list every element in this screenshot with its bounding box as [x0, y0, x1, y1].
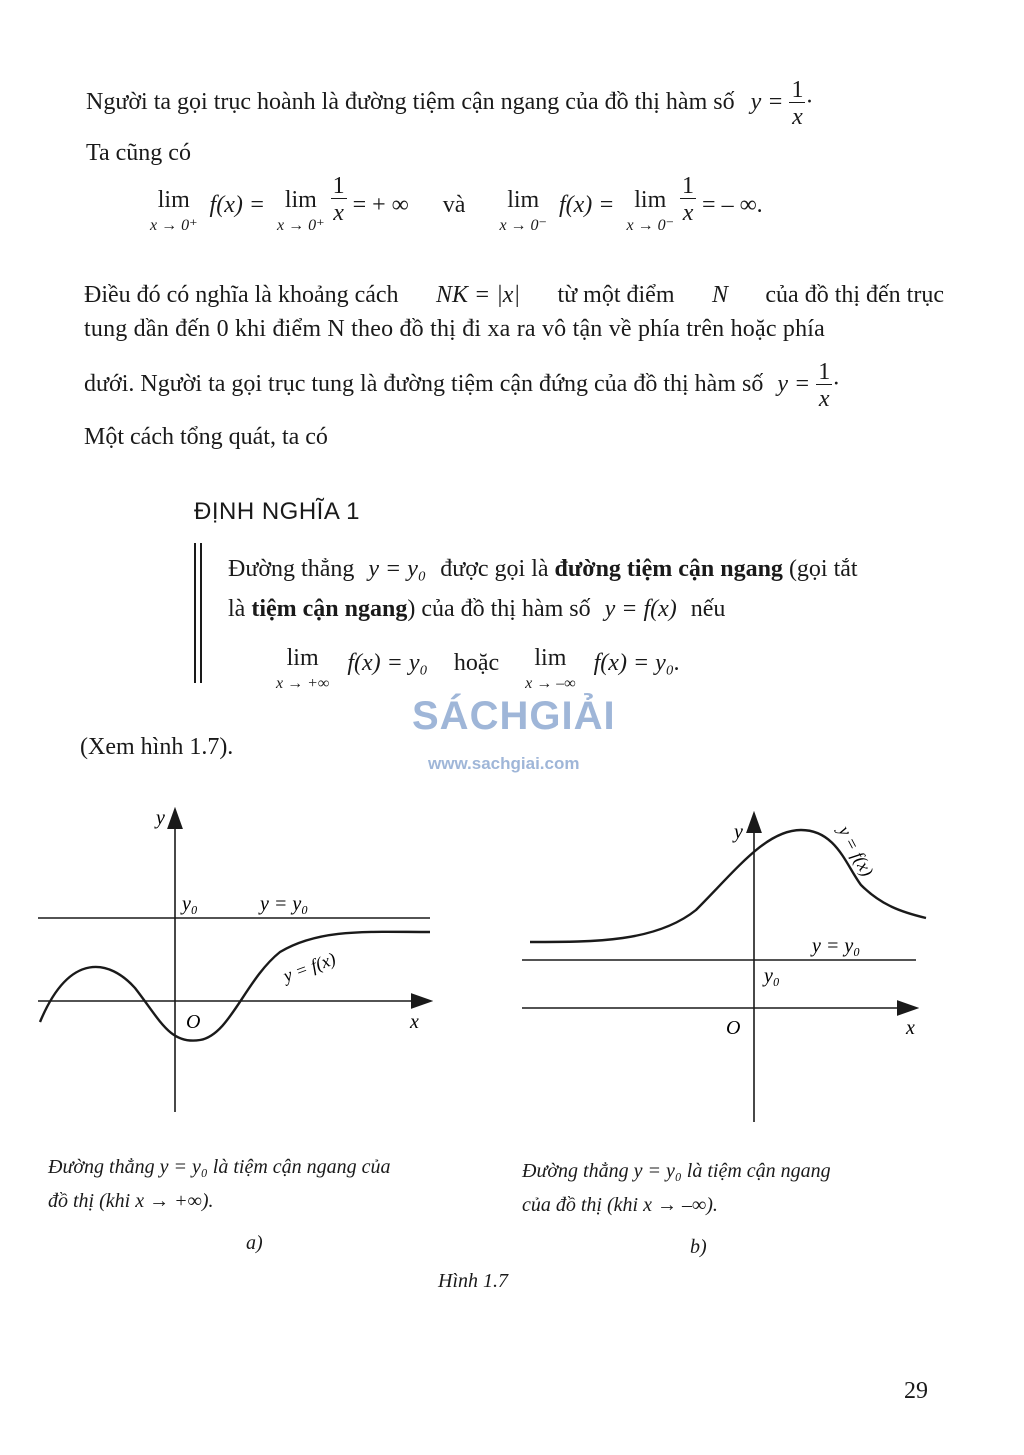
figure-a-origin: O — [186, 1011, 201, 1033]
figure-b-line-label: y = y₀ — [812, 935, 861, 957]
watermark-logo: SÁCHGIẢI — [412, 694, 616, 738]
figure-a-line-label: y = y₀ — [260, 893, 309, 915]
intro-line-2: Ta cũng có — [86, 140, 191, 166]
figure-b-origin: O — [726, 1017, 741, 1039]
figure-b — [516, 800, 936, 1130]
definition-body: Đường thẳng y = y₀ được gọi là đường tiệm cận ngang (gọi tắt là tiệm cận ngang) của đồ thị hàm số y = f(x) nếu — [228, 556, 858, 622]
figure-a-curve — [40, 932, 430, 1041]
definition-limits: lim x → +∞ f(x) = y₀ hoặc lim x → –∞ f(x) = y₀. — [276, 645, 681, 692]
caption-a-label: a) — [246, 1232, 263, 1254]
figure-b-y-label: y — [734, 821, 743, 843]
caption-b-label: b) — [690, 1236, 707, 1258]
see-figure: (Xem hình 1.7). — [80, 734, 234, 760]
fraction-1-over-x: $\frac{1}{x}$ — [791, 77, 804, 130]
paragraph-distance: Điều đó có nghĩa là khoảng cách NK = |x| từ một điểm N của đồ thị đến trục tung dần đến 0 khi điểm N theo đồ thị đi xa ra vô tận về phía trên hoặc phía dưới. Người ta gọi trục tung là đường tiệm cận đứng của đồ thị hàm số y = $\frac{1}{x}$ · — [84, 282, 944, 412]
figure-a-x-label: x — [410, 1011, 419, 1033]
limit-0plus: lim x → 0⁺ — [150, 187, 198, 234]
figure-a-y-label: y — [156, 807, 165, 829]
watermark-url: www.sachgiai.com — [428, 754, 580, 773]
limit-0minus: lim x → 0⁻ — [499, 187, 547, 234]
definition-title: ĐỊNH NGHĨA 1 — [194, 498, 361, 525]
intro-line-1: Người ta gọi trục hoành là đường tiệm cận ngang của đồ thị hàm số y = $\frac{1}{x}$ · — [86, 77, 814, 130]
definition-bar — [194, 543, 202, 683]
limits-line: lim x → 0⁺ f(x) = lim x → 0⁺ $\frac{1}{x}$ = + ∞ và lim x → 0⁻ f(x) = lim x → 0⁻ $\frac{1}{x}$ = – ∞. — [150, 173, 763, 234]
figure-a-y0-label: y₀ — [182, 893, 198, 915]
figure-a — [30, 800, 450, 1120]
caption-b: Đường thẳng y = y₀ là tiệm cận ngang của đồ thị (khi x → –∞). — [522, 1160, 831, 1216]
figure-b-curve — [530, 830, 926, 942]
figure-b-y0-label: y₀ — [764, 965, 780, 987]
figure-b-curve-label: y = f(x) — [834, 822, 878, 880]
general-line: Một cách tổng quát, ta có — [84, 424, 328, 450]
figure-a-curve-label: y = f(x) — [280, 948, 339, 986]
figure-b-x-label: x — [906, 1017, 915, 1039]
caption-a: Đường thẳng y = y₀ là tiệm cận ngang của đồ thị (khi x → +∞). — [48, 1156, 391, 1212]
figure-caption: Hình 1.7 — [438, 1270, 508, 1292]
page-number: 29 — [904, 1378, 928, 1404]
